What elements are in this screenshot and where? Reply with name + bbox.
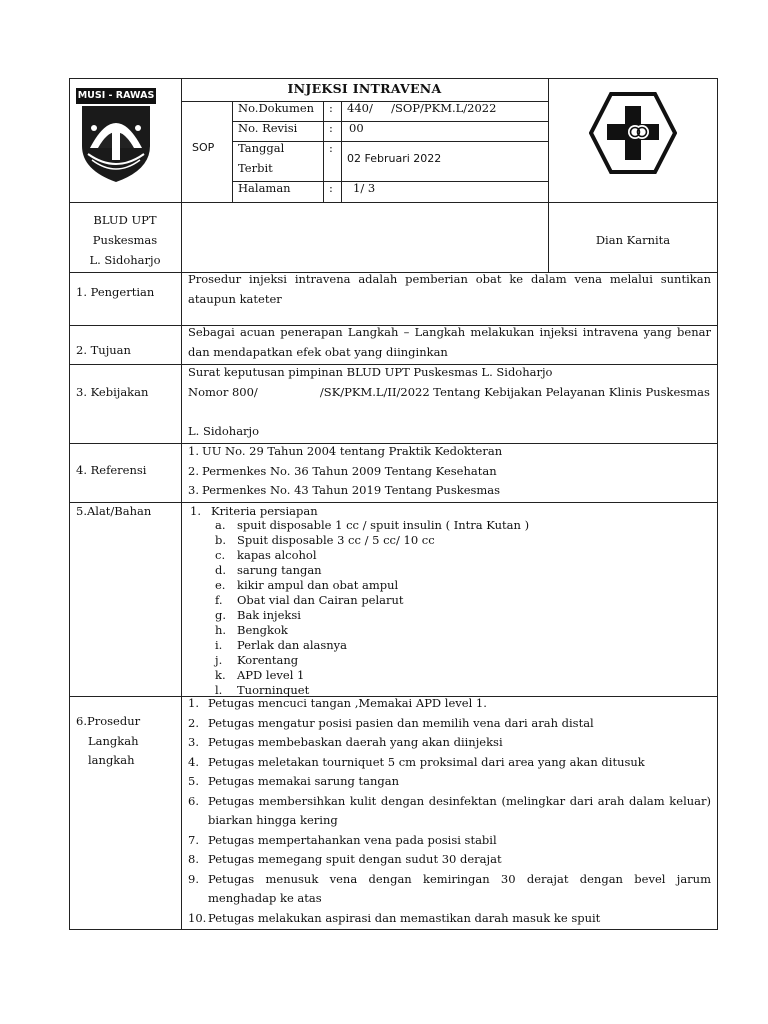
column-divider [181,78,182,930]
section-label-prosedur-3: langkah [88,753,135,767]
referensi-list [188,442,711,501]
list-item: 1. UU No. 29 Tahun 2004 tentang Praktik Kedokteran [188,444,503,458]
revision-label: No. Revisi [238,121,298,135]
doc-number-sep: : [329,101,333,115]
list-item: g. Bak injeksi [215,608,301,622]
alat-list [215,518,695,698]
list-item: b. Spuit disposable 3 cc / 5 cc/ 10 cc [215,533,435,547]
list-item: k. APD level 1 [215,668,305,682]
list-item: 7. Petugas mempertahankan vena pada posisi stabil [188,832,497,847]
label-divider [323,101,324,202]
list-item: 9. Petugas menusuk vena dengan kemiringan 30 derajat dengan bevel jarum menghadap ke atas [188,871,711,905]
sop-divider [232,101,233,202]
list-item: 2. Petugas mengatur posisi pasien dan memilih vena dari arah distal [188,715,594,730]
list-item: e. kikir ampul dan obat ampul [215,578,399,592]
revision-sep: : [329,121,333,135]
musi-rawas-logo [76,88,156,184]
header-bottom-line [69,202,718,203]
logo-text: MUSI - RAWAS [77,90,155,101]
page-label: Halaman [238,181,291,195]
list-item: 3. Petugas membebaskan daerah yang akan diinjeksi [188,735,503,749]
section-label-prosedur: 6.Prosedur [76,714,141,728]
alat-head: Kriteria persiapan [211,504,318,518]
section-label-prosedur-2: Langkah [88,734,139,748]
list-item: 4. Petugas meletakan tourniquet 5 cm proksimal dari area yang akan ditusuk [188,754,645,769]
section-label-pengertian: 1. Pengertian [76,285,155,299]
section-text-tujuan: Sebagai acuan penerapan Langkah – Langkah melakukan injeksi intravena yang benar dan mendapatkan efek obat yang diinginkan [188,325,711,359]
section-label-tujuan: 2. Tujuan [76,343,131,357]
list-item: h. Bengkok [215,623,288,637]
issue-date-label: Tanggal [238,141,285,155]
list-item: j. Korentang [215,653,299,667]
revision-value: 00 [349,121,364,135]
page-value: 1/ 3 [353,181,376,195]
list-item: c. kapas alcohol [215,548,317,562]
sop-label: SOP [192,141,215,154]
org-line-1: BLUD UPT [93,213,157,227]
list-item: 5. Petugas memakai sarung tangan [188,774,400,788]
doc-number-value: 440/ /SOP/PKM.L/2022 [347,101,497,115]
list-item: 10. Petugas melakukan aspirasi dan memastikan darah masuk ke spuit [188,910,601,925]
list-item: f. Obat vial dan Cairan pelarut [215,593,404,607]
kebijakan-line-1: Surat keputusan pimpinan BLUD UPT Puskesmas L. Sidoharjo [188,365,553,379]
list-item: i. Perlak dan alasnya [215,638,348,652]
kebijakan-line-3: L. Sidoharjo [188,424,260,438]
list-item: 2. Permenkes No. 36 Tahun 2009 Tentang Kesehatan [188,463,497,478]
list-item: d. sarung tangan [215,563,322,577]
page-sep: : [329,181,333,195]
prosedur-list [188,694,711,928]
org-line-2: Puskesmas [92,233,158,247]
list-item: 6. Petugas membersihkan kulit dengan desinfektan (melingkar dari arah dalam keluar) biarkan hingga kering [188,793,711,827]
section-label-referensi: 4. Referensi [76,463,147,477]
section-label-alat: 5.Alat/Bahan [76,504,152,518]
page-title: INJEKSI INTRAVENA [287,81,442,96]
signatory: Dian Karnita [595,233,671,247]
colon-divider [341,101,342,202]
section-line-5 [69,502,718,503]
kebijakan-line-2: Nomor 800/ /SK/PKM.L/II/2022 Tentang Kebijakan Pelayanan Klinis Puskesmas [188,385,710,399]
alat-head-number: 1. [190,504,201,518]
section-label-kebijakan: 3. Kebijakan [76,385,149,399]
org-line-3: L. Sidoharjo [89,253,161,267]
issue-date-value: 02 Februari 2022 [347,152,442,165]
puskesmas-logo [589,92,677,174]
issue-date-sep: : [329,141,333,155]
list-item: l. Tuorninquet [215,683,310,697]
section-text-pengertian: Prosedur injeksi intravena adalah pemberian obat ke dalam vena melalui suntikan ataupun kateter [188,272,711,306]
list-item: 3. Permenkes No. 43 Tahun 2019 Tentang Puskesmas [188,483,501,497]
list-item: 8. Petugas memegang spuit dengan sudut 30 derajat [188,852,502,866]
list-item: 1. Petugas mencuci tangan ,Memakai APD level 1. [188,696,487,710]
issue-date-label-2: Terbit [238,161,273,175]
list-item: a. spuit disposable 1 cc / spuit insulin ( Intra Kutan ) [215,518,530,532]
doc-number-label: No.Dokumen [238,101,315,115]
